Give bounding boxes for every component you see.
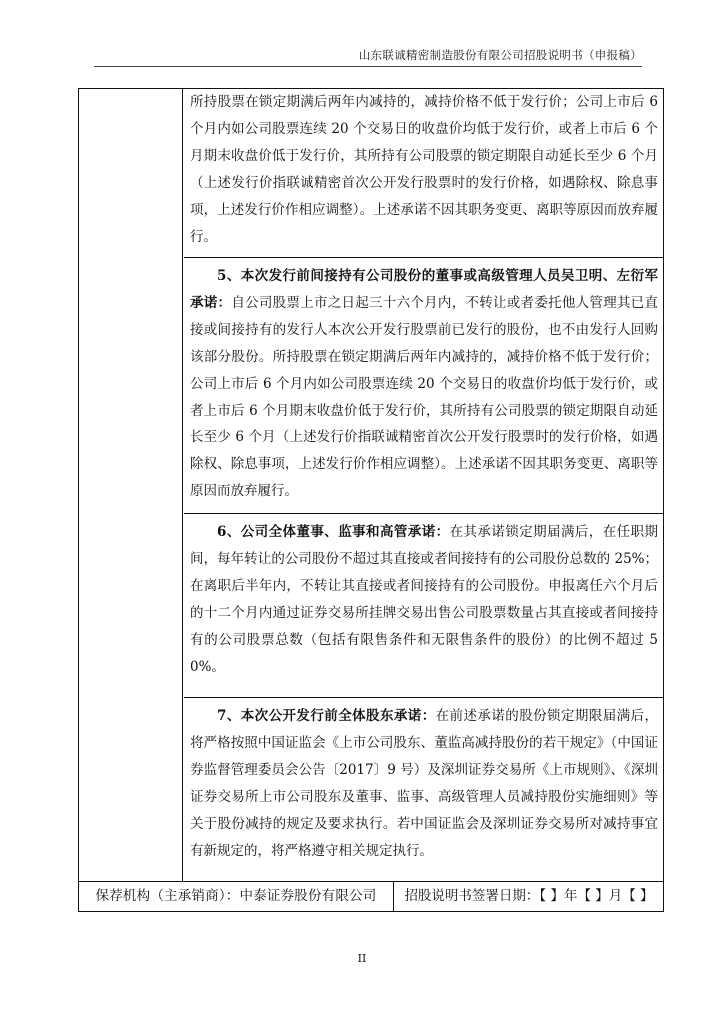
running-header: 山东联诚精密制造股份有限公司招股说明书（申报稿） xyxy=(358,48,642,62)
row-separator xyxy=(184,697,664,698)
sponsor-cell: 保荐机构（主承销商）：中泰证券股份有限公司 xyxy=(79,882,394,911)
paragraph-commitment-6 xyxy=(190,519,658,680)
page-number: II xyxy=(357,952,367,965)
paragraph-heading: 6、公司全体董事、监事和高管承诺： xyxy=(217,524,450,540)
paragraph-text: 自公司股票上市之日起三十六个月内，不转让或者委托他人管理其已直接或间接持有的发行人本次公开发行股票前已发行的股份，也不由发行人回购该部分股份。所持股票在锁定期满后两年内减持的，减持价格不低于发行价；公司上市后 6 个月内如公司股票连续 20 个交易日的收盘价均低于发行价，或者上市后 6 个月期末收盘价低于发行价，其所持有公司股票的锁定期限自动延长至少 6 个月（上述发行价指联诚精密首次公开发行股票时的发行价格，如遇除权、除息事项，上述发行价作相应调整）。上述承诺不因其职务变更、离职等原因而放弃履行。 xyxy=(190,294,659,500)
sign-date-cell: 招股说明书签署日期：【 】年【 】月【 】 xyxy=(404,888,654,904)
document-table xyxy=(78,88,664,912)
table-content-column xyxy=(184,89,659,881)
paragraph-text: 在前述承诺的股份锁定期限届满后，将严格按照中国证监会《上市公司股东、董监高减持股份的若干规定》（中国证券监督管理委员会公告〔2017〕9 号）及深圳证券交易所《上市规则》、《深圳证券交易所上市公司股东及董事、监事、高级管理人员减持股份实施细则》等关于股份减持的规定及要求执行。若中国证监会及深圳证券交易所对减持事宜有新规定的，将严格遵守相关规定执行。 xyxy=(190,708,658,859)
table-left-column xyxy=(79,89,183,881)
paragraph-heading: 5、本次发行前间接持有公司股份的董事或高级管理人员吴卫明、左衍军承诺： xyxy=(190,268,658,311)
paragraph-continuation xyxy=(190,89,658,250)
paragraph-commitment-7 xyxy=(190,703,658,864)
row-separator xyxy=(184,513,664,514)
header-rule xyxy=(94,66,642,67)
paragraph-text: 在其承诺锁定期届满后，在任职期间，每年转让的公司股份不超过其直接或者间接持有的公司股份总数的 25%；在离职后半年内，不转让其直接或者间接持有的公司股份。申报离任六个月后的十二个月内通过证券交易所挂牌交易出售公司股票数量占其直接或者间接持有的公司股票总数（包括有限售条件和无限售条件的股份）的比例不超过 50%。 xyxy=(190,524,658,675)
paragraph-text: 所持股票在锁定期满后两年内减持的，减持价格不低于发行价；公司上市后 6 个月内如公司股票连续 20 个交易日的收盘价均低于发行价，或者上市后 6 个月期末收盘价低于发行价，其所持有公司股票的锁定期限自动延长至少 6 个月（上述发行价指联诚精密首次公开发行股票时的发行价格，如遇除权、除息事项，上述发行价作相应调整）。上述承诺不因其职务变更、离职等原因而放弃履行。 xyxy=(190,94,658,245)
table-footer-row xyxy=(79,881,663,911)
paragraph-commitment-5 xyxy=(190,263,658,505)
row-separator xyxy=(184,257,664,258)
paragraph-heading: 7、本次公开发行前全体股东承诺： xyxy=(217,708,436,724)
